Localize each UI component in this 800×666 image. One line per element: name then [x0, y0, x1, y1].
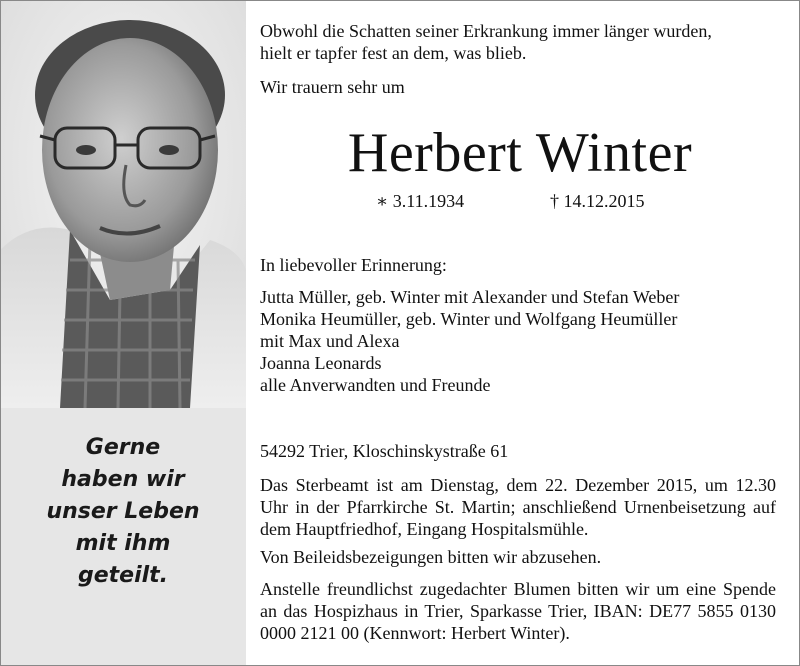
intro-line-1: Obwohl die Schatten seiner Erkrankung immer länger wurden,	[260, 21, 712, 41]
quote-line: geteilt.	[77, 563, 169, 588]
funeral-text: Das Sterbeamt ist am Dienstag, dem 22. Dezember 2015, um 12.30 Uhr in der Pfarrkirche St. Martin; anschließend Urnenbeisetzung auf dem Hauptfriedhof, Eingang Hospitalsmühle.	[260, 475, 776, 539]
intro-line-2: hielt er tapfer fest an dem, was blieb.	[260, 43, 527, 63]
quote-line: Gerne	[85, 435, 161, 460]
address: 54292 Trier, Kloschinskystraße 61	[260, 441, 509, 461]
donation-note: Anstelle freundlichst zugedachter Blumen bitten wir um eine Spende an das Hospizhaus in Trier, Sparkasse Trier, IBAN: DE77 5855 0130 0000 2121 00 (Kennwort: Herbert Winter).	[260, 579, 776, 643]
mourners-heading: In liebevoller Erinnerung:	[260, 255, 447, 275]
condolence-note: Von Beileidsbezeigungen bitten wir abzusehen.	[260, 547, 602, 567]
intro-line-3: Wir trauern sehr um	[260, 77, 405, 97]
birth-date: ∗ 3.11.1934	[376, 191, 465, 211]
quote-line: haben wir	[61, 467, 185, 492]
mourner-line: alle Anverwandten und Freunde	[260, 375, 491, 395]
mourner-line: Jutta Müller, geb. Winter mit Alexander und Stefan Weber	[260, 287, 680, 307]
death-date: † 14.12.2015	[550, 191, 645, 211]
quote-line: mit ihm	[75, 531, 171, 556]
mourner-line: Joanna Leonards	[260, 353, 382, 373]
deceased-name: Herbert Winter	[347, 122, 693, 184]
quote-line: unser Leben	[46, 499, 200, 524]
mourner-line: Monika Heumüller, geb. Winter und Wolfgang Heumüller	[260, 309, 678, 329]
mourner-line: mit Max und Alexa	[260, 331, 400, 351]
